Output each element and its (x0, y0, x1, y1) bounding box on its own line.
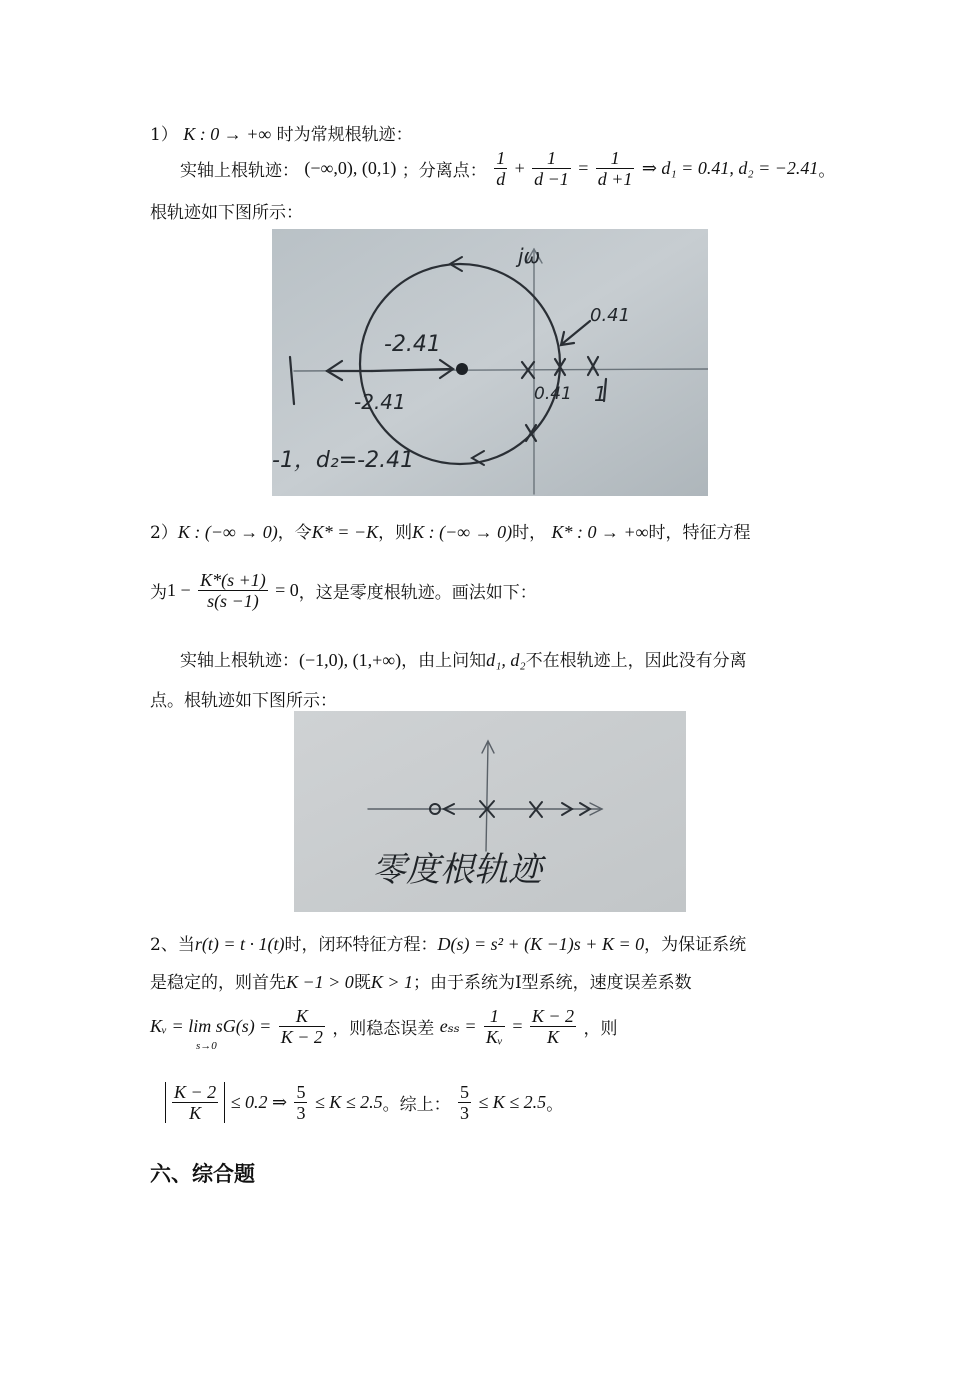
root-locus-figure-1 (272, 229, 708, 496)
fig1-jw-label: jω (518, 244, 541, 268)
p2-line2 (150, 570, 537, 611)
p1-label: 1） (150, 125, 178, 145)
p1-result: ⇒ d₁ = 0.41, d₂ = −2.41 (641, 158, 819, 178)
p3-ess-label: ，则稳态误差 (332, 1019, 435, 1039)
p3-char-eq-label: 时，闭环特征方程： (284, 935, 438, 955)
p2-zero-degree-note: ，这是零度根轨迹。画法如下： (298, 583, 537, 603)
p1-frac3-den: d +1 (597, 169, 633, 189)
p3-five-thirds-2 (458, 1082, 471, 1123)
fig1-041-bottom-label: 0.41 (534, 384, 572, 404)
p1-end: 。 (818, 161, 836, 181)
p3-ess-frac2-den: K (546, 1027, 559, 1047)
p1-frac1-num: 1 (496, 148, 506, 168)
origin-pole-marker (456, 363, 468, 375)
p1-frac2 (532, 148, 571, 189)
p3-lim-subscript: s→0 (196, 1040, 217, 1052)
p3-line4 (165, 1082, 563, 1123)
fig1-041-top-label: 0.41 (590, 305, 631, 326)
p2-eq-lhs: 1 − (167, 580, 191, 600)
section-heading: 六、综合题 (150, 1162, 255, 1186)
p1-frac2-den: d −1 (534, 169, 569, 189)
p3-kv-frac-den: K − 2 (280, 1027, 323, 1047)
p2-no-breakaway: 不在根轨迹上，因此没有分离 (525, 651, 747, 671)
p1-line3: 根轨迹如下图所示： (150, 203, 303, 223)
p1-frac3-num: 1 (596, 148, 635, 169)
fig1-neg241-bottom-label: -2.41 (354, 390, 406, 414)
p3-stable: 是稳定的，则首先 (150, 973, 286, 993)
p3-kv-expr: Kᵥ = lim sG(s) = (150, 1016, 272, 1036)
p1-frac1 (494, 148, 507, 189)
p3-final-end: 。 (546, 1095, 564, 1115)
p3-ji: 既 (353, 973, 371, 993)
p1-k-range: K : 0 → +∞ (183, 124, 272, 144)
p3-eq: = (512, 1016, 523, 1036)
p2-line1 (150, 518, 750, 543)
p2-then: ，则 (378, 523, 413, 543)
p2-frac-den: s(s −1) (207, 591, 259, 611)
p3-five-thirds-2-num: 5 (460, 1082, 470, 1102)
p3-ess-frac2 (530, 1006, 576, 1047)
fig1-neg241-top-label: -2.41 (384, 332, 441, 357)
p3-final-range: ≤ K ≤ 2.5 (478, 1092, 547, 1112)
p1-text: 时为常规根轨迹： (276, 125, 413, 145)
p3-ess-frac2-num: K − 2 (531, 1006, 575, 1026)
root-locus-sketch-1 (272, 229, 708, 496)
p3-ess-frac (484, 1006, 505, 1047)
p2-kstar-range: K* : 0 → +∞ (551, 522, 649, 542)
p2-wei: 为 (150, 583, 167, 603)
p3-five-thirds-num: 5 (296, 1082, 306, 1102)
root-locus-sketch-2 (294, 711, 686, 912)
p3-char-eq: D(s) = s² + (K −1)s + K = 0 (437, 934, 645, 954)
p3-line3 (150, 1006, 617, 1047)
p2-line4: 点。根轨迹如下图所示： (150, 691, 337, 711)
p2-line3 (180, 646, 747, 671)
p2-axis-prefix: 实轴上根轨迹： (180, 651, 299, 671)
p1-axis-prefix: 实轴上根轨迹： (180, 161, 299, 181)
p3-ess-frac-num: 1 (484, 1006, 505, 1027)
p2-let: ，令 (277, 523, 312, 543)
p2-d1d2: d₁, d₂ (486, 650, 526, 670)
p3-to-ensure: ，为保证系统 (644, 935, 747, 955)
p3-summary-label: 。综上： (382, 1095, 451, 1115)
p3-type1-note: ；由于系统为Ⅰ型系统，速度误差系数 (412, 973, 692, 993)
p3-cond2: K > 1 (370, 972, 413, 992)
p3-ess-frac-den: Kᵥ (485, 1027, 503, 1047)
p3-kv-frac (279, 1006, 325, 1047)
p1-sep: ；分离点： (401, 161, 487, 181)
p3-ineq2: ≤ K ≤ 2.5 (314, 1092, 383, 1112)
p2-k-neg-range: K : (−∞ → 0) (177, 522, 278, 542)
p3-five-thirds-2-den: 3 (460, 1103, 470, 1123)
p3-five-thirds-den: 3 (296, 1103, 306, 1123)
fig1-one-label: 1 (594, 382, 607, 406)
p3-line2 (150, 968, 692, 993)
p3-ess: eₛₛ = (439, 1016, 477, 1036)
p3-then: ，则 (583, 1019, 618, 1039)
p1-axis-intervals: (−∞,0), (0,1) (304, 158, 397, 178)
p3-abs-value (165, 1082, 225, 1123)
p3-cond1: K −1 > 0 (286, 972, 354, 992)
p3-ineq1: ≤ 0.2 ⇒ (230, 1092, 288, 1112)
p2-frac (198, 570, 268, 611)
p1-frac2-num: 1 (532, 148, 571, 169)
root-locus-figure-2 (294, 711, 686, 912)
p3-label: 2、当 (150, 935, 195, 955)
p1-line1 (150, 120, 413, 145)
p1-line2: 实轴上根轨迹： (−∞,0), (0,1) ；分离点： $\frac{1}{d}$ + $\frac{1}{d -1}$ = $\frac{1}{d +1}$ ⇒ d₁ = 0.41, d₂ = −2.41。 (180, 148, 836, 189)
p3-abs-frac-num: K − 2 (174, 1082, 217, 1102)
p1-frac3 (596, 148, 635, 189)
fig1-left-note: -1，d₂=-2.41 (272, 448, 415, 473)
p2-eq-rhs: = 0 (275, 580, 299, 600)
p2-char-eq: 时，特征方程 (648, 523, 751, 543)
p3-line1 (150, 930, 746, 955)
p2-from-above: ，由上问知 (401, 651, 487, 671)
p3-abs-frac (172, 1082, 218, 1123)
p3-five-thirds (294, 1082, 307, 1123)
p2-label: 2） (150, 523, 178, 543)
p2-axis-intervals: (−1,0), (1,+∞) (299, 650, 402, 670)
p2-k-range-2: K : (−∞ → 0) (412, 522, 513, 542)
p1-frac1-den: d (496, 169, 506, 189)
p3-input-signal: r(t) = t · 1(t) (194, 934, 285, 954)
p2-frac-num: K*(s +1) (200, 570, 266, 590)
fig2-caption: 零度根轨迹 (372, 850, 542, 890)
p3-kv-frac-num: K (279, 1006, 325, 1027)
p2-when: 时， (512, 523, 547, 543)
p3-abs-frac-den: K (189, 1103, 202, 1123)
p2-kstar-def: K* = −K (311, 522, 379, 542)
